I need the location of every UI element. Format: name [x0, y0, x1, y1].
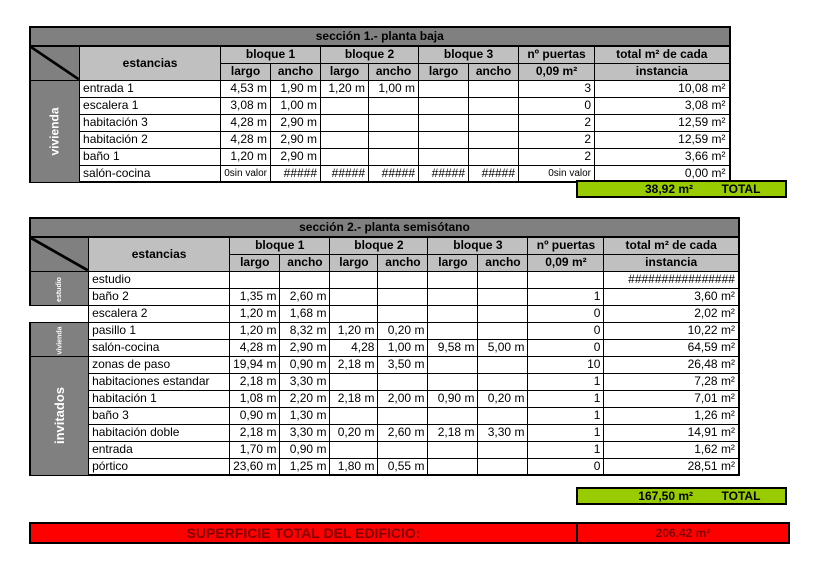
bloque1-ancho: 2,20 m: [280, 390, 330, 407]
header-largo: largo: [221, 63, 271, 80]
bloque3-ancho: 0,20 m: [478, 390, 528, 407]
bloque3-largo: [428, 305, 478, 322]
room-name: habitación 1: [89, 390, 230, 407]
table-row: [30, 407, 739, 424]
section-2-title: sección 2.- planta semisótano: [30, 218, 739, 237]
total-instancia: 26,48 m²: [604, 356, 739, 373]
room-name: habitación doble: [89, 424, 230, 441]
bloque1-largo: 4,53 m: [221, 80, 271, 97]
total-instancia: 0,00 m²: [595, 165, 730, 182]
bloque2-ancho: [378, 288, 428, 305]
table-row: [30, 424, 739, 441]
bloque3-ancho: [478, 356, 528, 373]
bloque2-ancho: [378, 271, 428, 288]
total-instancia: 3,60 m²: [604, 288, 739, 305]
bloque1-largo: 3,08 m: [221, 97, 271, 114]
bloque3-ancho: [478, 322, 528, 339]
total-instancia: 10,22 m²: [604, 322, 739, 339]
section-1-title: sección 1.- planta baja: [30, 27, 730, 46]
bloque2-ancho: 2,60 m: [378, 424, 428, 441]
header-bloque2: bloque 2: [330, 237, 428, 254]
table-row: [30, 97, 730, 114]
bloque3-largo: [428, 373, 478, 390]
section-2-table: [29, 217, 740, 476]
header-bloque3: bloque 3: [428, 237, 528, 254]
room-name: zonas de paso: [89, 356, 230, 373]
puertas-count: 1: [528, 424, 604, 441]
bloque2-largo: [330, 305, 378, 322]
puertas-count: 0: [528, 305, 604, 322]
bloque1-ancho: 1,68 m: [280, 305, 330, 322]
bloque1-ancho: [280, 271, 330, 288]
table-row: [30, 131, 730, 148]
room-name: entrada: [89, 441, 230, 458]
bloque3-largo: [419, 80, 469, 97]
bloque1-largo: 23,60 m: [230, 458, 280, 475]
bloque1-ancho: 1,25 m: [280, 458, 330, 475]
bloque2-ancho: 0,20 m: [378, 322, 428, 339]
table-row: [30, 148, 730, 165]
total-instancia: 7,01 m²: [604, 390, 739, 407]
corner-diagonal: [30, 237, 89, 271]
puertas-count: 1: [528, 373, 604, 390]
bloque1-ancho: #####: [271, 165, 321, 182]
corner-diagonal: [30, 46, 80, 80]
table-row: [30, 114, 730, 131]
puertas-count: [528, 271, 604, 288]
bloque3-ancho: [478, 288, 528, 305]
bloque1-ancho: 1,90 m: [271, 80, 321, 97]
puertas-count: 2: [519, 148, 595, 165]
room-name: pórtico: [89, 458, 230, 475]
bloque1-largo: 19,94 m: [230, 356, 280, 373]
bloque3-ancho: [469, 148, 519, 165]
bloque3-largo: [428, 356, 478, 373]
grand-total: [29, 522, 790, 544]
room-name: escalera 1: [80, 97, 221, 114]
group-label-estudio: [30, 271, 89, 305]
bloque2-largo: 1,80 m: [330, 458, 378, 475]
puertas-count: 1: [528, 390, 604, 407]
bloque3-ancho: #####: [469, 165, 519, 182]
bloque3-largo: [428, 458, 478, 475]
header-bloque1: bloque 1: [230, 237, 330, 254]
bloque3-ancho: 5,00 m: [478, 339, 528, 356]
header-puertas-unit: 0,09 m²: [519, 63, 595, 80]
section-1-total-label: TOTAL: [697, 180, 787, 198]
bloque1-largo: 1,20 m: [230, 305, 280, 322]
table-row: [30, 356, 739, 373]
bloque1-largo: 4,28 m: [221, 131, 271, 148]
table-row: [30, 288, 739, 305]
bloque1-largo: 2,18 m: [230, 424, 280, 441]
total-instancia: 14,91 m²: [604, 424, 739, 441]
section-1-total-value: 38,92 m²: [576, 180, 697, 198]
bloque2-ancho: 1,00 m: [369, 80, 419, 97]
header-estancias: estancias: [89, 237, 230, 271]
bloque2-ancho: [378, 305, 428, 322]
bloque2-ancho: 1,00 m: [378, 339, 428, 356]
group-label-text: invitados: [52, 386, 68, 444]
table-row: [30, 322, 739, 339]
puertas-count: 1: [528, 441, 604, 458]
header-bloque3: bloque 3: [419, 46, 519, 63]
header-ancho: ancho: [478, 254, 528, 271]
grand-total-label: SUPERFICIE TOTAL DEL EDIFICIO:: [29, 522, 578, 544]
grand-total-value: 206,42 m²: [578, 522, 790, 544]
header-estancias: estancias: [80, 46, 221, 80]
bloque2-ancho: 2,00 m: [378, 390, 428, 407]
bloque3-largo: [428, 407, 478, 424]
bloque3-largo: [428, 271, 478, 288]
bloque2-largo: 2,18 m: [330, 390, 378, 407]
bloque3-largo: 0,90 m: [428, 390, 478, 407]
total-instancia: ################: [604, 271, 739, 288]
puertas-count: 0: [528, 339, 604, 356]
bloque1-ancho: 0,90 m: [280, 356, 330, 373]
room-name: habitaciones estandar: [89, 373, 230, 390]
bloque3-ancho: [469, 131, 519, 148]
bloque1-ancho: 8,32 m: [280, 322, 330, 339]
puertas-count: 1: [528, 407, 604, 424]
bloque1-largo: 0sin valor: [221, 165, 271, 182]
bloque2-largo: 1,20 m: [321, 80, 369, 97]
bloque2-ancho: [378, 407, 428, 424]
section-2-total: [576, 487, 787, 505]
bloque3-ancho: [478, 373, 528, 390]
bloque2-largo: 1,20 m: [330, 322, 378, 339]
bloque2-ancho: [369, 148, 419, 165]
room-name: habitación 3: [80, 114, 221, 131]
header-largo: largo: [419, 63, 469, 80]
total-instancia: 64,59 m²: [604, 339, 739, 356]
bloque3-ancho: [478, 271, 528, 288]
bloque3-largo: #####: [419, 165, 469, 182]
bloque2-largo: 2,18 m: [330, 356, 378, 373]
bloque3-ancho: [478, 407, 528, 424]
bloque3-ancho: [478, 441, 528, 458]
bloque2-ancho: 3,50 m: [378, 356, 428, 373]
bloque1-largo: 1,08 m: [230, 390, 280, 407]
table-row: [30, 458, 739, 475]
bloque1-ancho: 2,60 m: [280, 288, 330, 305]
bloque1-largo: 1,20 m: [230, 322, 280, 339]
total-instancia: 28,51 m²: [604, 458, 739, 475]
bloque1-ancho: 3,30 m: [280, 424, 330, 441]
puertas-count: 0: [528, 322, 604, 339]
total-instancia: 12,59 m²: [595, 131, 730, 148]
bloque3-ancho: [469, 97, 519, 114]
header-puertas: nº puertas: [528, 237, 604, 254]
group-label-text: vivienda: [56, 325, 64, 355]
bloque1-largo: 4,28 m: [230, 339, 280, 356]
section-1-table: [29, 26, 731, 183]
bloque3-ancho: 3,30 m: [478, 424, 528, 441]
total-instancia: 2,02 m²: [604, 305, 739, 322]
bloque2-largo: [330, 271, 378, 288]
header-puertas: nº puertas: [519, 46, 595, 63]
bloque2-ancho: [378, 441, 428, 458]
room-name: entrada 1: [80, 80, 221, 97]
bloque2-ancho: [378, 373, 428, 390]
header-ancho: ancho: [369, 63, 419, 80]
puertas-count: 2: [519, 131, 595, 148]
room-name: habitación 2: [80, 131, 221, 148]
bloque2-largo: [321, 114, 369, 131]
header-largo: largo: [330, 254, 378, 271]
total-instancia: 7,28 m²: [604, 373, 739, 390]
bloque1-ancho: 1,00 m: [271, 97, 321, 114]
bloque2-largo: [321, 148, 369, 165]
puertas-count: 3: [519, 80, 595, 97]
room-name: estudio: [89, 271, 230, 288]
bloque2-largo: [330, 441, 378, 458]
bloque3-largo: 2,18 m: [428, 424, 478, 441]
header-ancho: ancho: [280, 254, 330, 271]
bloque3-ancho: [469, 80, 519, 97]
bloque1-ancho: 1,30 m: [280, 407, 330, 424]
bloque1-ancho: 2,90 m: [271, 148, 321, 165]
header-total-sub: instancia: [595, 63, 730, 80]
group-label-invitados: [30, 356, 89, 475]
puertas-count: 0: [519, 97, 595, 114]
table-row: [30, 373, 739, 390]
total-instancia: 1,62 m²: [604, 441, 739, 458]
group-label-text: vivienda: [47, 106, 62, 156]
group-label-text: estudio: [56, 276, 64, 302]
room-name: salón-cocina: [80, 165, 221, 182]
bloque2-largo: #####: [321, 165, 369, 182]
bloque1-largo: 2,18 m: [230, 373, 280, 390]
bloque3-largo: 9,58 m: [428, 339, 478, 356]
puertas-count: 1: [528, 288, 604, 305]
puertas-count: 10: [528, 356, 604, 373]
header-total-sub: instancia: [604, 254, 739, 271]
bloque2-ancho: 0,55 m: [378, 458, 428, 475]
section-2-total-value: 167,50 m²: [576, 487, 697, 505]
section-1-total: [576, 180, 787, 198]
table-row: [30, 271, 739, 288]
header-largo: largo: [428, 254, 478, 271]
bloque1-largo: [230, 271, 280, 288]
header-total: total m² de cada: [595, 46, 730, 63]
bloque1-ancho: 0,90 m: [280, 441, 330, 458]
puertas-count: 0: [528, 458, 604, 475]
bloque1-largo: 1,35 m: [230, 288, 280, 305]
bloque2-largo: 0,20 m: [330, 424, 378, 441]
room-name: escalera 2: [89, 305, 230, 322]
total-instancia: 3,66 m²: [595, 148, 730, 165]
bloque3-largo: [428, 441, 478, 458]
total-instancia: 12,59 m²: [595, 114, 730, 131]
bloque2-largo: [330, 288, 378, 305]
section-2-total-label: TOTAL: [697, 487, 787, 505]
group-gap: [30, 305, 89, 322]
group-label-vivienda: [30, 80, 80, 182]
bloque2-largo: [330, 373, 378, 390]
header-bloque2: bloque 2: [321, 46, 419, 63]
bloque3-ancho: [478, 458, 528, 475]
room-name: pasillo 1: [89, 322, 230, 339]
total-instancia: 3,08 m²: [595, 97, 730, 114]
puertas-count: 2: [519, 114, 595, 131]
bloque3-largo: [419, 114, 469, 131]
room-name: baño 3: [89, 407, 230, 424]
bloque3-ancho: [478, 305, 528, 322]
bloque1-ancho: 2,90 m: [280, 339, 330, 356]
puertas-count: 0sin valor: [519, 165, 595, 182]
bloque1-ancho: 2,90 m: [271, 131, 321, 148]
table-row: [30, 390, 739, 407]
header-ancho: ancho: [271, 63, 321, 80]
header-largo: largo: [321, 63, 369, 80]
room-name: baño 1: [80, 148, 221, 165]
header-total: total m² de cada: [604, 237, 739, 254]
header-largo: largo: [230, 254, 280, 271]
bloque2-largo: [330, 407, 378, 424]
bloque2-largo: [321, 131, 369, 148]
bloque3-largo: [419, 131, 469, 148]
table-row: [30, 441, 739, 458]
bloque2-ancho: [369, 97, 419, 114]
bloque3-largo: [428, 322, 478, 339]
group-label-vivienda: [30, 322, 89, 356]
total-instancia: 10,08 m²: [595, 80, 730, 97]
bloque3-largo: [419, 148, 469, 165]
room-name: baño 2: [89, 288, 230, 305]
bloque3-ancho: [469, 114, 519, 131]
bloque1-largo: 4,28 m: [221, 114, 271, 131]
header-ancho: ancho: [469, 63, 519, 80]
table-row: [30, 305, 739, 322]
bloque2-ancho: #####: [369, 165, 419, 182]
table-row: [30, 339, 739, 356]
bloque2-largo: [321, 97, 369, 114]
bloque3-largo: [428, 288, 478, 305]
room-name: salón-cocina: [89, 339, 230, 356]
bloque3-largo: [419, 97, 469, 114]
bloque1-largo: 1,70 m: [230, 441, 280, 458]
bloque1-ancho: 3,30 m: [280, 373, 330, 390]
bloque1-largo: 0,90 m: [230, 407, 280, 424]
header-bloque1: bloque 1: [221, 46, 321, 63]
bloque1-ancho: 2,90 m: [271, 114, 321, 131]
header-puertas-unit: 0,09 m²: [528, 254, 604, 271]
bloque2-ancho: [369, 131, 419, 148]
table-row: [30, 80, 730, 97]
bloque2-ancho: [369, 114, 419, 131]
total-instancia: 1,26 m²: [604, 407, 739, 424]
bloque1-largo: 1,20 m: [221, 148, 271, 165]
header-ancho: ancho: [378, 254, 428, 271]
bloque2-largo: 4,28: [330, 339, 378, 356]
